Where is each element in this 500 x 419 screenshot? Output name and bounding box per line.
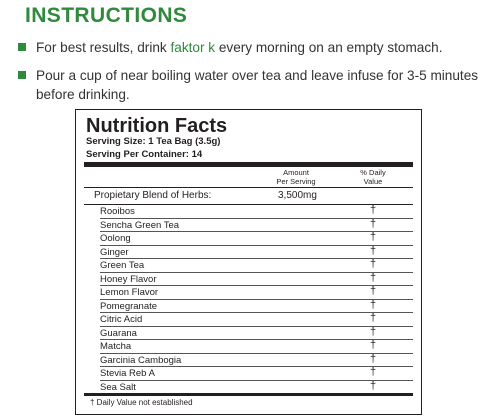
ingredient-name: Guarana — [100, 327, 137, 339]
ingredient-name: Honey Flavor — [100, 273, 157, 285]
ingredient-row — [100, 327, 413, 341]
ingredient-row — [100, 232, 413, 246]
instruction-item-2 — [18, 66, 488, 104]
ingredient-name: Green Tea — [100, 260, 145, 271]
dv-header-line-1: % Daily — [360, 168, 386, 177]
ingredient-daily-value: † — [370, 312, 377, 324]
ingredient-row — [100, 313, 413, 327]
amount-column-header — [261, 168, 331, 186]
ingredient-row — [100, 273, 413, 287]
ingredient-daily-value: † — [370, 258, 377, 270]
ingredient-row — [100, 300, 413, 314]
daily-value-footnote: † Daily Value not established — [90, 398, 193, 407]
ingredient-row — [100, 246, 413, 260]
nutrition-facts-title: Nutrition Facts — [86, 115, 228, 137]
ingredient-row — [100, 219, 413, 233]
page-heading: INSTRUCTIONS — [25, 4, 188, 27]
ingredient-name: Rooibos — [100, 206, 135, 217]
ingredient-daily-value: † — [370, 379, 377, 392]
instruction-1-text-end: every morning on an empty stomach. — [215, 40, 443, 55]
ingredient-name: Lemon Flavor — [100, 287, 159, 298]
bullet-square-icon — [18, 43, 26, 51]
ingredient-name: Oolong — [100, 233, 131, 244]
amount-header-line-1: Amount — [283, 168, 309, 177]
header-divider — [84, 187, 413, 188]
ingredient-name: Garcinia Cambogia — [100, 354, 182, 366]
instruction-1-text-start: For best results, drink — [36, 40, 171, 55]
ingredient-daily-value: † — [370, 244, 377, 257]
ingredient-daily-value: † — [370, 298, 377, 311]
bottom-divider — [84, 393, 413, 396]
brand-name: faktor k — [170, 40, 216, 55]
blend-amount: 3,500mg — [278, 190, 317, 201]
blend-label: Propietary Blend of Herbs: — [94, 190, 212, 201]
nutrition-facts-panel — [75, 109, 422, 415]
instruction-2-text: Pour a cup of near boiling water over tea and leave infuse for 3-5 minutes before drinking. — [36, 68, 479, 102]
ingredient-row — [100, 286, 413, 300]
dv-header-line-2: Value — [363, 177, 383, 186]
ingredient-daily-value: † — [370, 339, 377, 351]
ingredient-name: Matcha — [100, 341, 132, 352]
serving-size: Serving Size: 1 Tea Bag (3.5g) — [86, 136, 221, 147]
ingredient-name: Ginger — [100, 246, 129, 258]
ingredient-name: Sea Salt — [100, 381, 136, 393]
ingredient-row — [100, 354, 413, 368]
servings-per-container: Serving Per Container: 14 — [86, 149, 203, 160]
thick-divider — [84, 162, 413, 167]
ingredient-daily-value: † — [370, 217, 377, 230]
ingredient-daily-value: † — [370, 325, 377, 338]
ingredient-name: Stevia Reb A — [100, 368, 155, 379]
ingredient-daily-value: † — [370, 285, 377, 297]
ingredient-row — [100, 205, 413, 219]
ingredient-daily-value: † — [370, 352, 377, 365]
ingredient-row — [100, 381, 413, 395]
ingredient-daily-value: † — [370, 366, 377, 378]
ingredient-daily-value: † — [370, 271, 377, 284]
ingredient-name: Pomegranate — [100, 300, 158, 312]
bullet-square-icon — [18, 71, 26, 79]
ingredient-name: Citric Acid — [100, 314, 143, 325]
ingredient-row — [100, 259, 413, 273]
daily-value-column-header — [338, 168, 408, 186]
ingredient-row — [100, 340, 413, 354]
instruction-item-1 — [18, 38, 488, 57]
ingredient-daily-value: † — [370, 231, 377, 243]
instruction-list — [18, 38, 488, 113]
ingredient-name: Sencha Green Tea — [100, 219, 180, 231]
amount-header-line-2: Per Serving — [276, 177, 316, 186]
ingredient-row — [100, 367, 413, 381]
ingredient-daily-value: † — [370, 204, 377, 216]
